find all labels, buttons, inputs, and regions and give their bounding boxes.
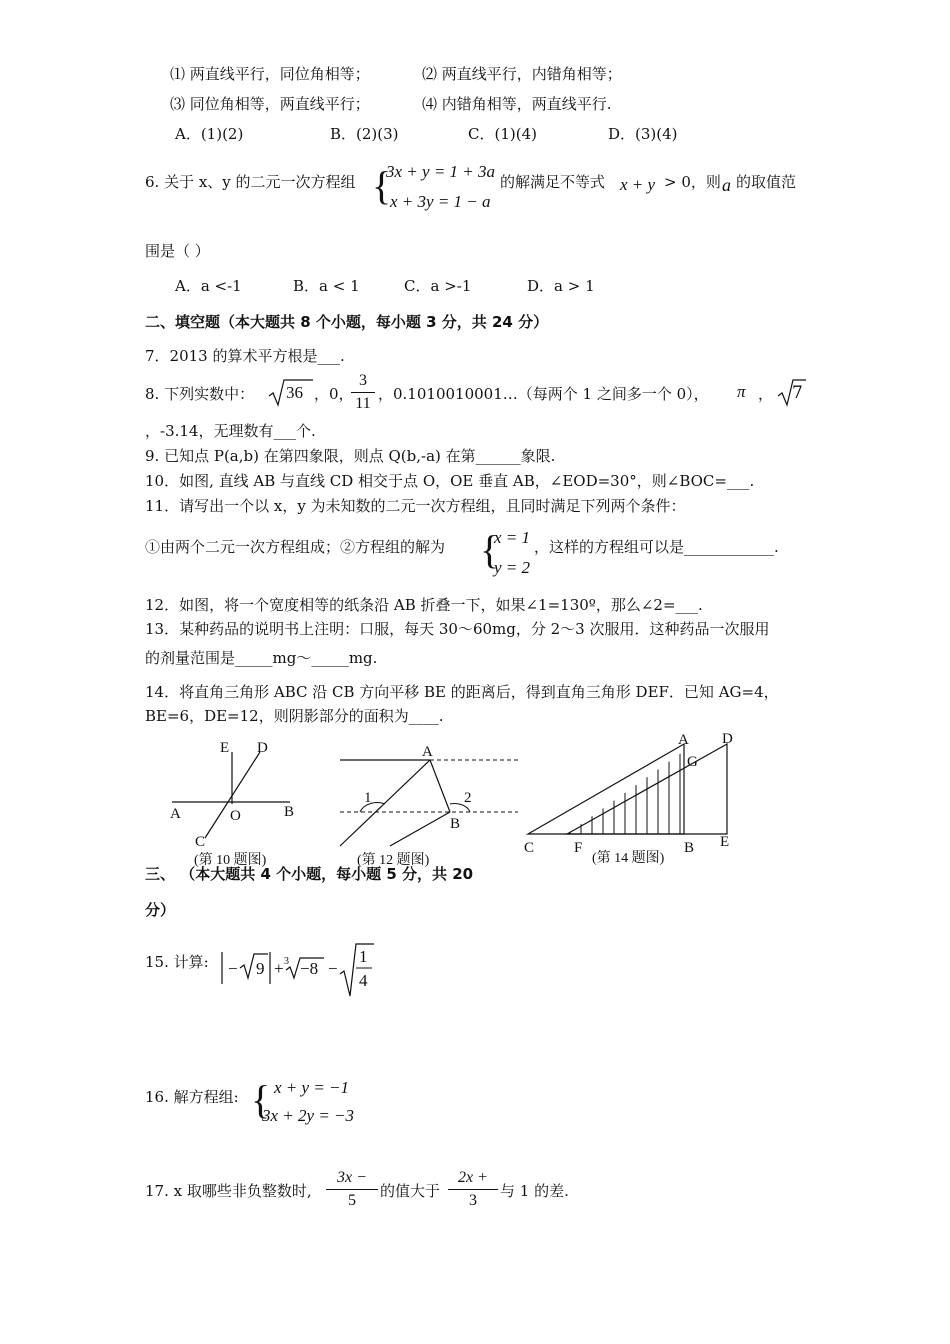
q11-line-2-prefix: ①由两个二元一次方程组成；②方程组的解为	[145, 538, 446, 556]
frac-numerator: 1	[359, 947, 368, 966]
q16-equation-2: 3x + 2y = −3	[262, 1106, 355, 1125]
cube-root-argument: −8	[300, 959, 319, 978]
q6-choice-b: B．a < 1	[293, 277, 360, 295]
q5-choice-b: B．(2)(3)	[330, 125, 399, 143]
q6-choice-a: A．a <-1	[175, 277, 242, 295]
q17-prefix: 17. x 取哪些非负整数时,	[145, 1182, 312, 1200]
q6-inequality-rest: > 0，则	[664, 173, 721, 191]
label-e: E	[220, 740, 230, 756]
cube-root-index: 3	[284, 956, 289, 967]
q17-fraction-1	[326, 1168, 378, 1211]
q6-choice-d: D．a > 1	[527, 277, 595, 295]
minus-sign: −	[228, 959, 238, 978]
q11-solution-x: x = 1	[494, 528, 531, 547]
label-f: F	[574, 840, 583, 856]
q5-option-2: ⑵ 两直线平行，内错角相等；	[422, 65, 622, 83]
q6-inequality: x + y	[620, 175, 656, 194]
figure-10	[160, 732, 310, 870]
q6-prefix: 6. 关于 x、y 的二元一次方程组	[145, 173, 356, 191]
label-e: E	[720, 834, 730, 850]
q11-brace: {	[480, 527, 500, 572]
q5-option-3: ⑶ 同位角相等，两直线平行；	[170, 95, 370, 113]
label-b: B	[684, 840, 695, 856]
q8-sqrt7-value: 7	[792, 383, 803, 403]
label-1: 1	[364, 790, 372, 806]
sqrt-9-value: 9	[256, 959, 265, 978]
figure-14-caption: (第 14 题图)	[592, 851, 665, 866]
label-b: B	[284, 804, 295, 820]
figure-12-caption: (第 12 题图)	[357, 853, 430, 868]
q16-label: 16. 解方程组:	[145, 1088, 239, 1106]
label-g: G	[687, 754, 698, 770]
label-c: C	[195, 834, 206, 850]
label-a: A	[678, 732, 689, 748]
q6-brace: {	[372, 163, 392, 208]
q6-choice-c: C．a >-1	[404, 277, 472, 295]
label-2: 2	[464, 790, 472, 806]
label-b: B	[450, 816, 461, 832]
q5-choice-c: C．(1)(4)	[468, 125, 537, 143]
q16-brace: {	[251, 1077, 271, 1122]
q6-line-2: 围是（ ）	[145, 242, 210, 260]
q16-equation-1: x + y = −1	[274, 1078, 350, 1097]
q17-fraction-1-denominator: 5	[348, 1192, 356, 1209]
label-d: D	[257, 740, 268, 756]
figure-10-caption: (第 10 题图)	[194, 853, 267, 868]
q5-option-1: ⑴ 两直线平行，同位角相等；	[170, 65, 370, 83]
minus-sign-2: −	[328, 959, 338, 978]
q13-line-1: 13．某种药品的说明书上注明：口服，每天 30～60mg，分 2～3 次服用．这种药品一次服用	[145, 620, 770, 638]
q8-zero: ，0，	[314, 385, 354, 403]
q8-rest: ，0.1010010001…（每两个 1 之间多一个 0），	[378, 385, 709, 403]
label-a: A	[422, 744, 433, 760]
label-a: A	[170, 806, 181, 822]
q9-text: 9. 已知点 P(a,b) 在第四象限，则点 Q(b,-a) 在第______象限.	[145, 447, 556, 465]
q11-line-1: 11．请写出一个以 x，y 为未知数的二元一次方程组，且同时满足下列两个条件：	[145, 497, 686, 515]
figure-14	[520, 728, 750, 870]
q17-fraction-2	[448, 1168, 498, 1211]
q8-fraction	[351, 371, 375, 414]
frac-denominator: 4	[359, 971, 368, 990]
strip-edge-2	[390, 812, 450, 846]
q11-solution-y: y = 2	[494, 558, 531, 577]
q12-text: 12．如图，将一个宽度相等的纸条沿 AB 折叠一下，如果∠1=130º，那么∠2=___.	[145, 596, 703, 614]
label-c: C	[524, 840, 535, 856]
strip-edge-1	[340, 760, 430, 846]
q5-choice-a: A．(1)(2)	[175, 125, 244, 143]
fold-line-ab	[430, 760, 450, 812]
q8-sqrt36-value: 36	[286, 383, 303, 402]
q8-fraction-numerator: 3	[359, 372, 367, 389]
shaded-region	[570, 728, 680, 838]
q17-middle: 的值大于	[380, 1182, 441, 1200]
label-d: D	[722, 731, 733, 747]
section-2-title: 二、填空题（本大题共 8 个小题，每小题 3 分，共 24 分）	[145, 313, 549, 331]
q8-fraction-denominator: 11	[355, 395, 371, 412]
q8-line-2: ，-3.14，无理数有___个.	[145, 422, 316, 440]
section-3-title-line-2: 分）	[145, 901, 176, 919]
q11-line-2-suffix: ，这样的方程组可以是____________.	[534, 538, 779, 556]
q15-expression	[218, 940, 378, 1000]
q14-line-1: 14．将直角三角形 ABC 沿 CB 方向平移 BE 的距离后，得到直角三角形 DEF．已知 AG=4，	[145, 683, 779, 701]
q8-pi: π	[737, 382, 746, 401]
q6-variable: a	[722, 175, 731, 195]
q17-fraction-2-denominator: 3	[469, 1192, 477, 1209]
q17-fraction-2-numerator: 2x +	[458, 1169, 488, 1186]
q8-comma: ，	[758, 385, 774, 403]
q17-fraction-1-numerator: 3x −	[337, 1169, 367, 1186]
q13-line-2: 的剂量范围是_____mg～_____mg.	[145, 649, 378, 667]
triangle-abc	[528, 744, 684, 834]
q8-prefix: 8. 下列实数中：	[145, 385, 255, 403]
q17-suffix: 与 1 的差.	[500, 1182, 569, 1200]
section-3-title-line-1: 三、 （本大题共 4 个小题，每小题 5 分，共 20	[145, 865, 474, 883]
q15-label: 15. 计算:	[145, 953, 209, 971]
sqrt-frac-sign	[340, 944, 374, 996]
q6-equation-1: 3x + y = 1 + 3a	[386, 162, 496, 181]
q6-suffix: 的取值范	[736, 173, 797, 191]
q5-option-4: ⑷ 内错角相等，两直线平行.	[422, 95, 612, 113]
q5-choice-d: D．(3)(4)	[608, 125, 678, 143]
q6-equation-2: x + 3y = 1 − a	[390, 192, 491, 211]
q6-middle: 的解满足不等式	[500, 173, 606, 191]
q10-text: 10．如图, 直线 AB 与直线 CD 相交于点 O，OE 垂直 AB，∠EOD=30°，则∠BOC=___.	[145, 472, 755, 490]
q7-text: 7．2013 的算术平方根是___.	[145, 347, 345, 365]
label-o: O	[230, 808, 241, 824]
plus-sign: +	[274, 959, 284, 978]
figure-12	[330, 732, 530, 870]
q14-line-2: BE=6，DE=12，则阴影部分的面积为____.	[145, 707, 444, 725]
